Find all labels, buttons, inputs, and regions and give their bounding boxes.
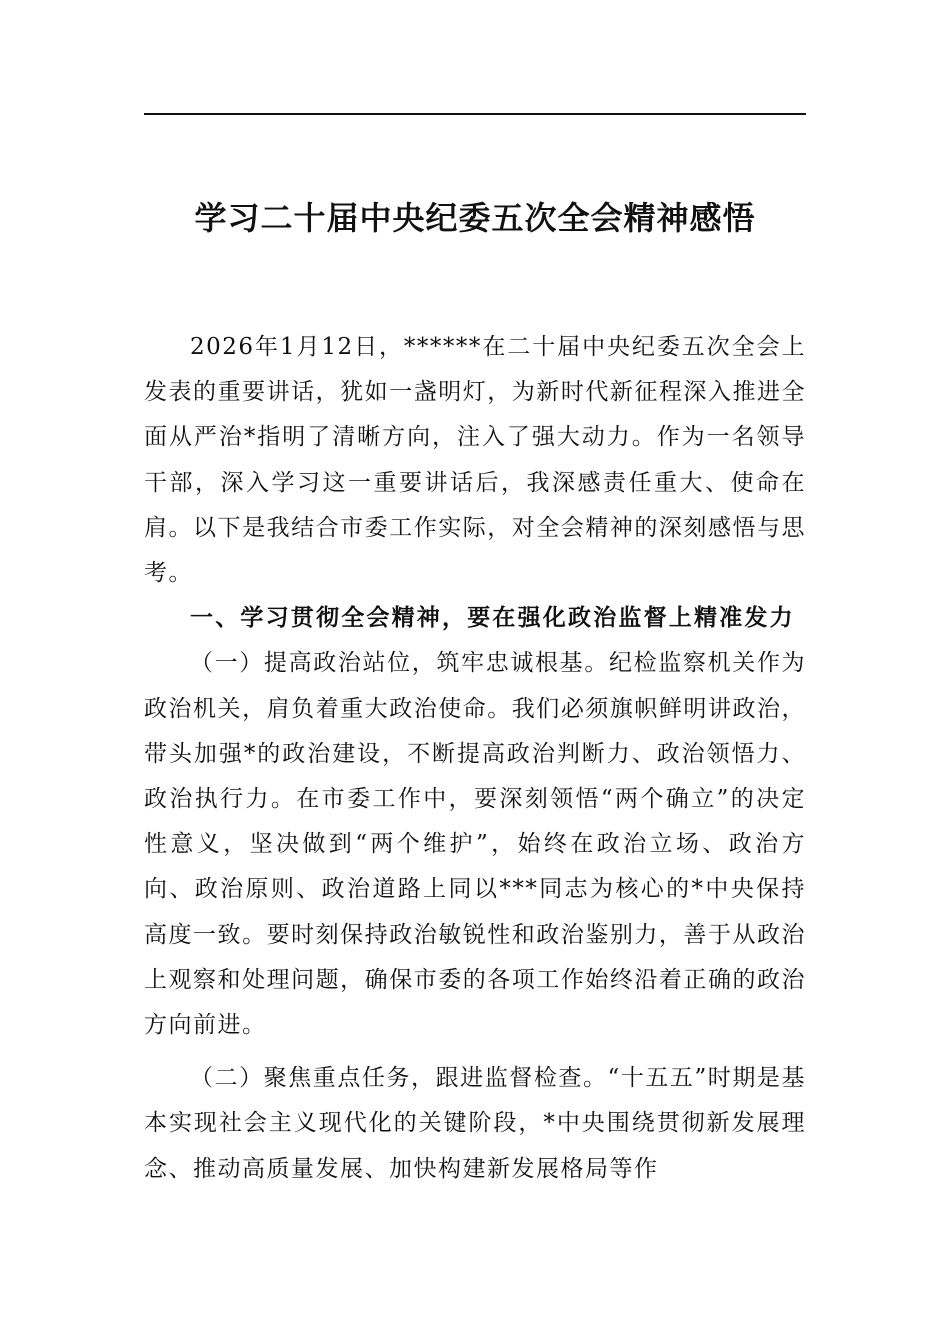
header-rule [144,113,806,115]
subsection-1-body: 纪检监察机关作为政治机关，肩负着重大政治使命。我们必须旗帜鲜明讲政治，带头加强*的政治建设，不断提高政治判断力、政治领悟力、政治执行力。在市委工作中，要深刻领悟“两个确立”的决定性意义，坚决做到“两个维护”，始终在政治立场、政治方向、政治原则、政治道路上同以***同志为核心的*中央保持高度一致。要时刻保持政治敏锐性和政治鉴别力，善于从政治上观察和处理问题，确保市委的各项工作始终沿着正确的政治方向前进。 [144,650,807,1039]
subsection-1-title: （一）提高政治站位，筑牢忠诚根基。 [190,650,609,677]
paragraph-gap [144,1048,806,1056]
document-title: 学习二十届中央纪委五次全会精神感悟 [194,199,756,237]
document-body [144,325,806,1192]
subsection-2-body: “十五五”时期是基本实现社会主义现代化的关键阶段，*中央围绕贯彻新发展理念、推动高质量发展、加快构建新发展格局等作 [144,1065,806,1182]
intro-paragraph: 2026年1月12日，******在二十届中央纪委五次全会上发表的重要讲话，犹如一盏明灯，为新时代新征程深入推进全面从严治*指明了清晰方向，注入了强大动力。作为一名领导干部，深入学习这一重要讲话后，我深感责任重大、使命在肩。以下是我结合市委工作实际，对全会精神的深刻感悟与思考。 [144,334,806,587]
section-heading: 一、学习贯彻全会精神，要在强化政治监督上精准发力 [190,605,795,632]
subsection-1-paragraph [144,641,806,1048]
subsection-2-title: （二）聚焦重点任务，跟进监督检查。 [190,1065,608,1092]
subsection-2-paragraph [144,1056,806,1192]
